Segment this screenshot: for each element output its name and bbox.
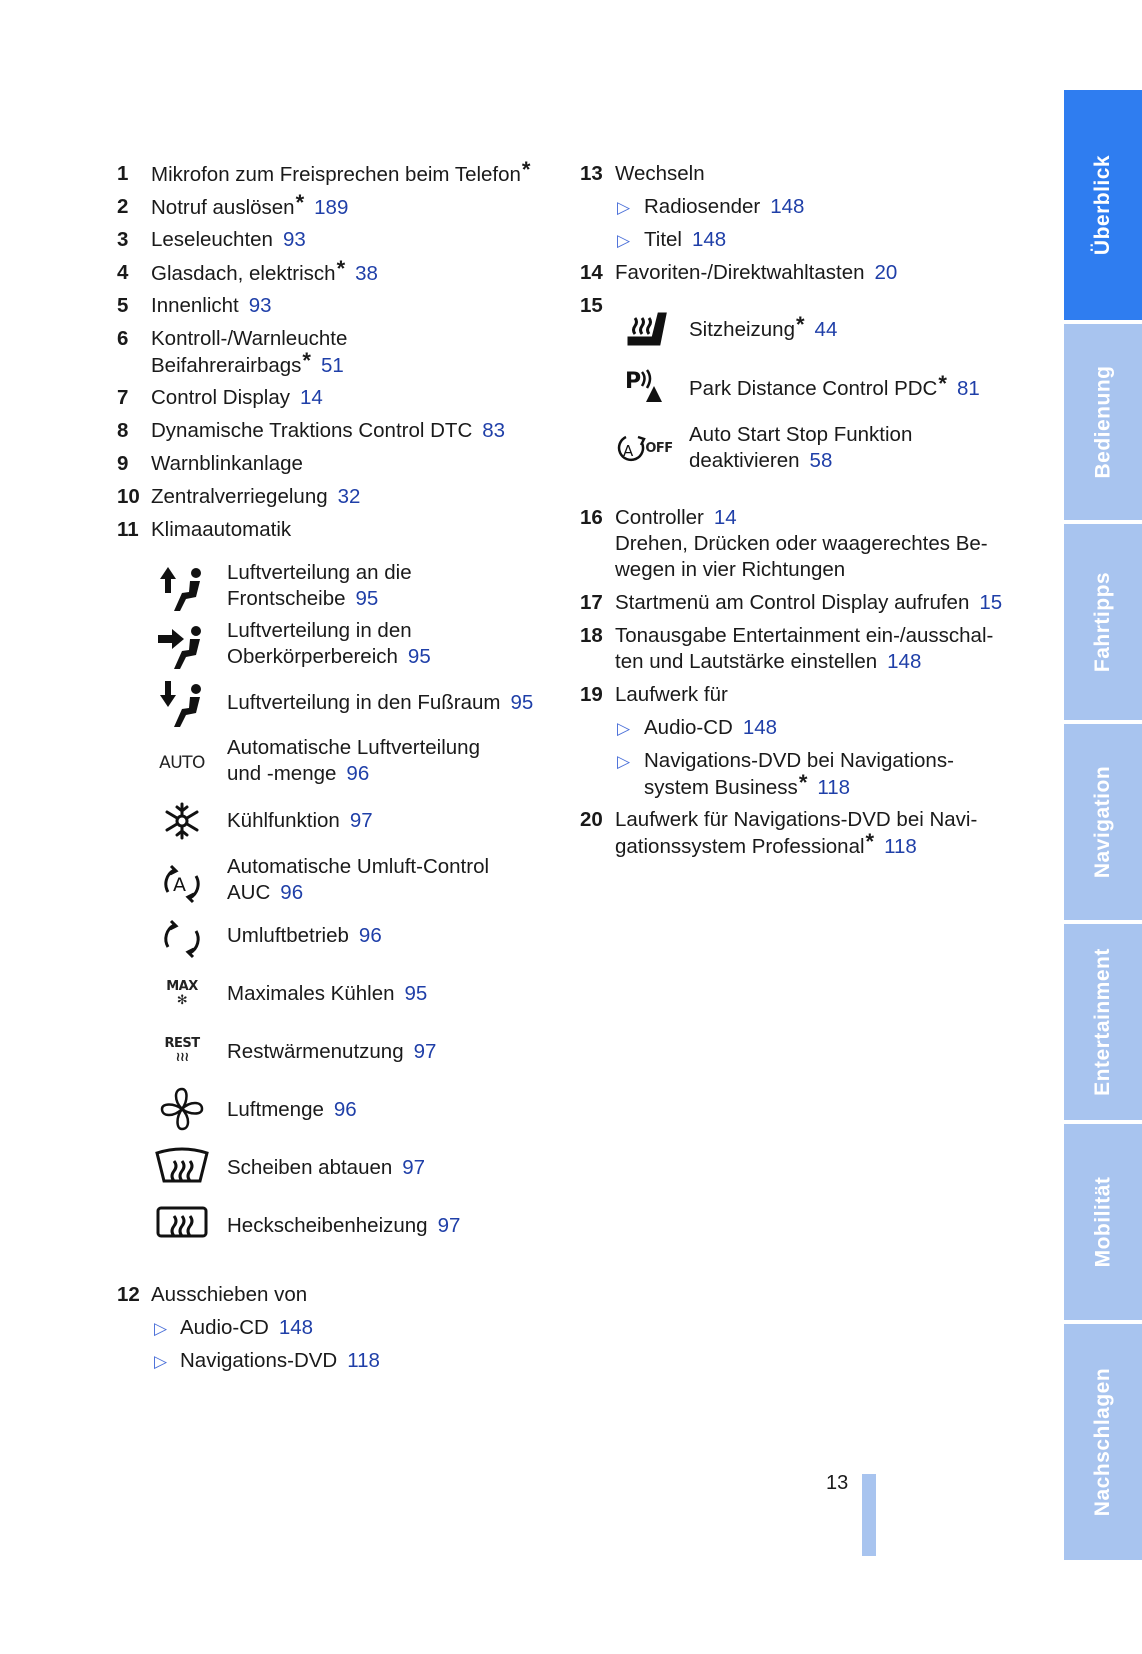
- page-reference-link[interactable]: 38: [355, 262, 378, 285]
- bullet-triangle-icon: ▷: [154, 1352, 168, 1371]
- item-number: 18: [580, 624, 603, 647]
- item-number: 6: [117, 327, 129, 350]
- list-item: Mikrofon zum Freisprechen beim Telefon*: [151, 157, 531, 186]
- item-number: 11: [117, 518, 139, 541]
- item-number: 7: [117, 386, 129, 409]
- svg-text:A: A: [623, 442, 634, 460]
- list-item: Control Display 14: [151, 386, 323, 409]
- chapter-tabs: [1064, 90, 1142, 1560]
- page-reference-link[interactable]: 96: [280, 881, 304, 904]
- item-number: 13: [580, 162, 603, 185]
- tab-ueberblick[interactable]: Überblick: [1064, 90, 1142, 320]
- page-reference-link[interactable]: 96: [346, 762, 370, 785]
- list-item: Tonausgabe Entertainment ein-/ausschal- ten und Lautstärke einstellen 148: [615, 624, 994, 673]
- air-upper-body-icon: [156, 621, 210, 673]
- page-reference-link[interactable]: 51: [320, 354, 344, 377]
- page-reference-link[interactable]: 93: [248, 294, 272, 317]
- page-number-bar: [862, 1474, 876, 1556]
- svg-text:A: A: [173, 874, 186, 896]
- list-item: Controller 14 Drehen, Drücken oder waagerechtes Be- wegen in vier Richtungen: [615, 506, 988, 581]
- list-item: Leseleuchten 93: [151, 228, 306, 251]
- air-windshield-icon: [156, 563, 210, 615]
- page-reference-link[interactable]: 44: [814, 318, 838, 341]
- page-reference-link[interactable]: 95: [407, 645, 431, 668]
- climate-item: Umluftbetrieb 96: [227, 924, 382, 947]
- list-item: Dynamische Traktions Control DTC 83: [151, 419, 506, 442]
- list-item: Startmenü am Control Display aufrufen 15: [615, 591, 1003, 614]
- page-reference-link[interactable]: 96: [333, 1098, 357, 1121]
- residual-heat-icon: REST ≀≀≀: [164, 1036, 200, 1065]
- pdc-icon: [624, 366, 670, 408]
- item-number: 8: [117, 419, 129, 442]
- max-cooling-icon: MAX ✻: [166, 979, 198, 1008]
- tab-navigation[interactable]: Navigation: [1064, 724, 1142, 920]
- recirculation-icon: [160, 917, 204, 961]
- defrost-front-icon: [154, 1147, 210, 1191]
- list-item: Zentralverriegelung 32: [151, 485, 361, 508]
- list-item: Laufwerk für Navigations-DVD bei Navi- gationssystem Professional* 118: [615, 808, 978, 858]
- climate-item: Luftmenge 96: [227, 1098, 357, 1121]
- page-reference-link[interactable]: 93: [282, 228, 306, 251]
- page-reference-link[interactable]: 118: [884, 835, 917, 858]
- page-number: 13: [826, 1472, 849, 1494]
- svg-text:P: P: [625, 369, 642, 394]
- page-reference-link[interactable]: 118: [347, 1349, 380, 1372]
- sub-item: Radiosender 148: [644, 195, 805, 218]
- tab-bedienung[interactable]: Bedienung: [1064, 324, 1142, 520]
- climate-item: Heckscheibenheizung 97: [227, 1214, 461, 1237]
- item-number: 9: [117, 452, 129, 475]
- page-reference-link[interactable]: 148: [278, 1316, 314, 1339]
- item-number: 17: [580, 591, 603, 614]
- item-number: 20: [580, 808, 603, 831]
- climate-item: Automatische Umluft-Control AUC 96: [227, 855, 490, 904]
- climate-item: Kühlfunktion 97: [227, 809, 373, 832]
- page-reference-link[interactable]: 148: [742, 716, 778, 739]
- page-reference-link[interactable]: 20: [874, 261, 898, 284]
- list-item: Favoriten-/Direktwahltasten 20: [615, 261, 898, 284]
- sub-item: Navigations-DVD 118: [180, 1349, 380, 1372]
- page-reference-link[interactable]: 32: [337, 485, 361, 508]
- page-reference-link[interactable]: 14: [300, 386, 323, 409]
- fan-icon: [158, 1085, 206, 1133]
- bullet-triangle-icon: ▷: [617, 752, 631, 771]
- page-reference-link[interactable]: 95: [510, 691, 534, 714]
- list-item: Park Distance Control PDC* 81: [689, 371, 980, 400]
- bullet-triangle-icon: ▷: [154, 1319, 168, 1338]
- item-number: 15: [580, 294, 603, 317]
- tab-nachschlagen[interactable]: Nachschlagen: [1064, 1324, 1142, 1560]
- page-reference-link[interactable]: 189: [314, 196, 349, 219]
- item-number: 14: [580, 261, 603, 284]
- page-reference-link[interactable]: 148: [691, 228, 727, 251]
- rear-window-heat-icon: [154, 1204, 210, 1248]
- page-reference-link[interactable]: 118: [817, 776, 851, 799]
- list-item: Wechseln: [615, 162, 705, 185]
- page-reference-link[interactable]: 95: [404, 982, 428, 1005]
- auto-icon: AUTO: [159, 753, 205, 773]
- air-footwell-icon: [156, 679, 210, 731]
- sub-item: Navigations-DVD bei Navigations- system Business* 118: [644, 749, 954, 799]
- sub-item: Titel 148: [644, 228, 727, 251]
- tab-mobilitaet[interactable]: Mobilität: [1064, 1124, 1142, 1320]
- list-item: Klimaautomatik: [151, 518, 292, 541]
- list-item: Kontroll-/Warnleuchte Beifahrerairbags* 51: [151, 327, 348, 377]
- climate-item: Luftverteilung in den Oberkörperbereich 95: [227, 619, 431, 668]
- list-item: Notruf auslösen* 189: [151, 190, 349, 219]
- page-reference-link[interactable]: 58: [809, 449, 833, 472]
- page-reference-link[interactable]: 148: [887, 650, 922, 673]
- climate-item: Luftverteilung in den Fußraum 95: [227, 691, 534, 714]
- page-reference-link[interactable]: 83: [482, 419, 506, 442]
- bullet-triangle-icon: ▷: [617, 719, 631, 738]
- climate-item: Restwärmenutzung 97: [227, 1040, 437, 1063]
- item-number: 10: [117, 485, 140, 508]
- page-reference-link[interactable]: 97: [437, 1214, 461, 1237]
- item-number: 4: [117, 261, 129, 284]
- climate-item: Automatische Luftverteilung und -menge 96: [227, 736, 480, 785]
- tab-fahrtipps[interactable]: Fahrtipps: [1064, 524, 1142, 720]
- bullet-triangle-icon: ▷: [617, 231, 631, 250]
- climate-item: Luftverteilung an die Frontscheibe 95: [227, 561, 412, 610]
- list-item: Laufwerk für: [615, 683, 728, 706]
- sub-item: Audio-CD 148: [180, 1316, 314, 1339]
- list-item: Ausschieben von: [151, 1283, 308, 1306]
- item-number: 19: [580, 683, 603, 706]
- page-reference-link[interactable]: 97: [349, 809, 373, 832]
- page-reference-link[interactable]: 97: [413, 1040, 437, 1063]
- climate-item: Maximales Kühlen 95: [227, 982, 428, 1005]
- page-reference-link[interactable]: 14: [713, 506, 737, 529]
- list-item: Warnblinkanlage: [151, 452, 303, 475]
- list-item: Auto Start Stop Funktion deaktivieren 58: [689, 423, 913, 472]
- climate-item: Scheiben abtauen 97: [227, 1156, 426, 1179]
- page-reference-link[interactable]: 96: [358, 924, 382, 947]
- page-reference-link[interactable]: 15: [979, 591, 1003, 614]
- page-reference-link[interactable]: 148: [770, 195, 805, 218]
- item-number: 16: [580, 506, 603, 529]
- auto-start-stop-off-label: OFF: [645, 441, 673, 456]
- item-number: 12: [117, 1283, 140, 1306]
- page-reference-link[interactable]: 81: [956, 377, 980, 400]
- snowflake-icon: [162, 801, 202, 841]
- item-number: 2: [117, 195, 129, 218]
- list-item: Glasdach, elektrisch* 38: [151, 256, 378, 285]
- item-number: 5: [117, 294, 129, 317]
- page-reference-link[interactable]: 97: [402, 1156, 426, 1179]
- sub-item: Audio-CD 148: [644, 716, 778, 739]
- bullet-triangle-icon: ▷: [617, 198, 631, 217]
- item-number: 3: [117, 228, 129, 251]
- item-number: 1: [117, 162, 129, 185]
- list-item: Innenlicht 93: [151, 294, 272, 317]
- tab-entertainment[interactable]: Entertainment: [1064, 924, 1142, 1120]
- auc-icon: [160, 862, 204, 906]
- list-item: Sitzheizung* 44: [689, 312, 838, 341]
- seat-heating-icon: [625, 308, 669, 350]
- page-reference-link[interactable]: 95: [355, 587, 379, 610]
